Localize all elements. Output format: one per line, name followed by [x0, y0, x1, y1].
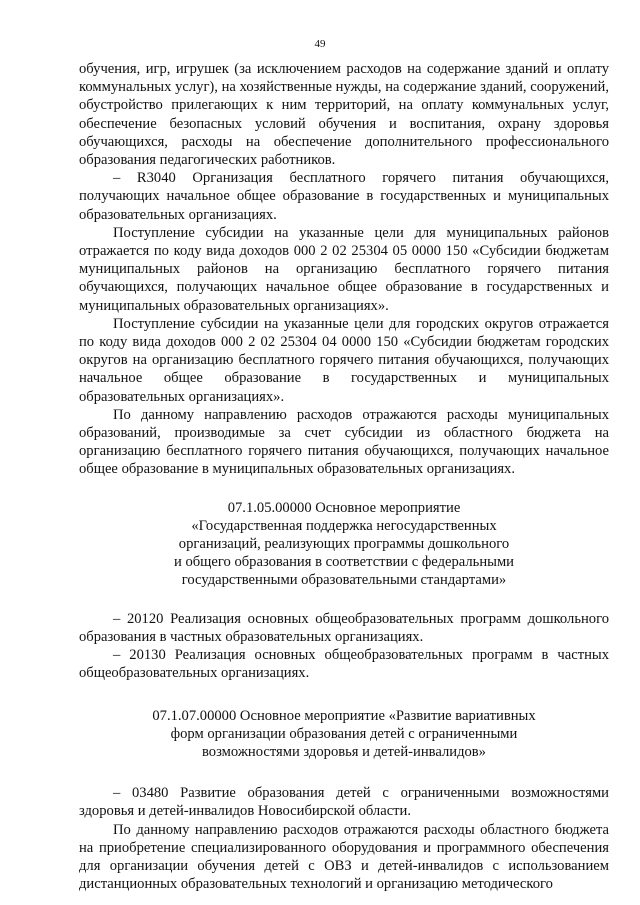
- paragraph-r3040: – R3040 Организация бесплатного горячего питания обучающихся, получающих начальное общее образование в государственных и муниципальных образовательных организациях.: [79, 170, 609, 223]
- paragraph-subsidy-city-districts: Поступление субсидии на указанные цели для городских округов отражается по коду вида доходов 000 2 02 25304 04 0000 150 «Субсидии бюджетам городских округов на организацию бесплатного горячего питания обучающихся, получающих начальное общее образование в государственных и муниципальных образовательных организациях».: [79, 315, 609, 405]
- heading-line: и общего образования в соответствии с федеральными: [173, 554, 514, 571]
- paragraph-expenses-municipal: По данному направлению расходов отражаются расходы муниципальных образований, производимые за счет субсидии из областного бюджета на организацию бесплатного горячего питания обучающихся, получающих начальное общее образование в муниципальных образовательных организациях.: [79, 406, 609, 478]
- paragraph-03480: – 03480 Развитие образования детей с ограниченными возможностями здоровья и детей-инвалидов Новосибирской области.: [79, 785, 609, 820]
- heading-line: форм организации образования детей с ограниченными: [170, 725, 518, 742]
- section-heading-07-1-05: [79, 499, 609, 590]
- heading-line: возможностями здоровья и детей-инвалидов»: [202, 743, 486, 760]
- paragraph-subsidy-districts: Поступление субсидии на указанные цели для муниципальных районов отражается по коду вида доходов 000 2 02 25304 05 0000 150 «Субсидии бюджетам муниципальных районов на организацию бесплатного горячего питания обучающихся, получающих начальное общее образование в государственных и муниципальных образовательных организациях».: [79, 224, 609, 314]
- paragraph-expenses-regional: По данному направлению расходов отражаются расходы областного бюджета на приобретение специализированного оборудования и программного обеспечения для организации обучения детей с ОВЗ и детей-инвалидов с использованием дистанционных образовательных технологий и организацию методического: [79, 821, 609, 893]
- heading-line: организаций, реализующих программы дошкольного: [178, 536, 510, 553]
- heading-line: «Государственная поддержка негосударственных: [191, 517, 497, 534]
- section-heading-07-1-07: [79, 707, 609, 762]
- heading-line: 07.1.07.00000 Основное мероприятие «Развитие вариативных: [152, 707, 536, 724]
- paragraph-20120: – 20120 Реализация основных общеобразовательных программ дошкольного образования в частных образовательных организациях.: [79, 610, 609, 645]
- heading-line: 07.1.05.00000 Основное мероприятие: [227, 499, 461, 516]
- heading-line: государственными образовательными стандартами»: [181, 572, 507, 589]
- paragraph-p1: обучения, игр, игрушек (за исключением расходов на содержание зданий и оплату коммунальных услуг), на хозяйственные нужды, на содержание зданий, сооружений, обустройство прилегающих к ним территорий, на оплату коммунальных услуг, обеспечение безопасных условий обучения и воспитания, охрану здоровья обучающихся, расходы на обеспечение дополнительного профессионального образования педагогических работников.: [79, 61, 609, 169]
- page-number: 49: [314, 38, 326, 50]
- paragraph-20130: – 20130 Реализация основных общеобразовательных программ в частных общеобразовательных организациях.: [79, 647, 609, 682]
- document-body: [79, 60, 609, 893]
